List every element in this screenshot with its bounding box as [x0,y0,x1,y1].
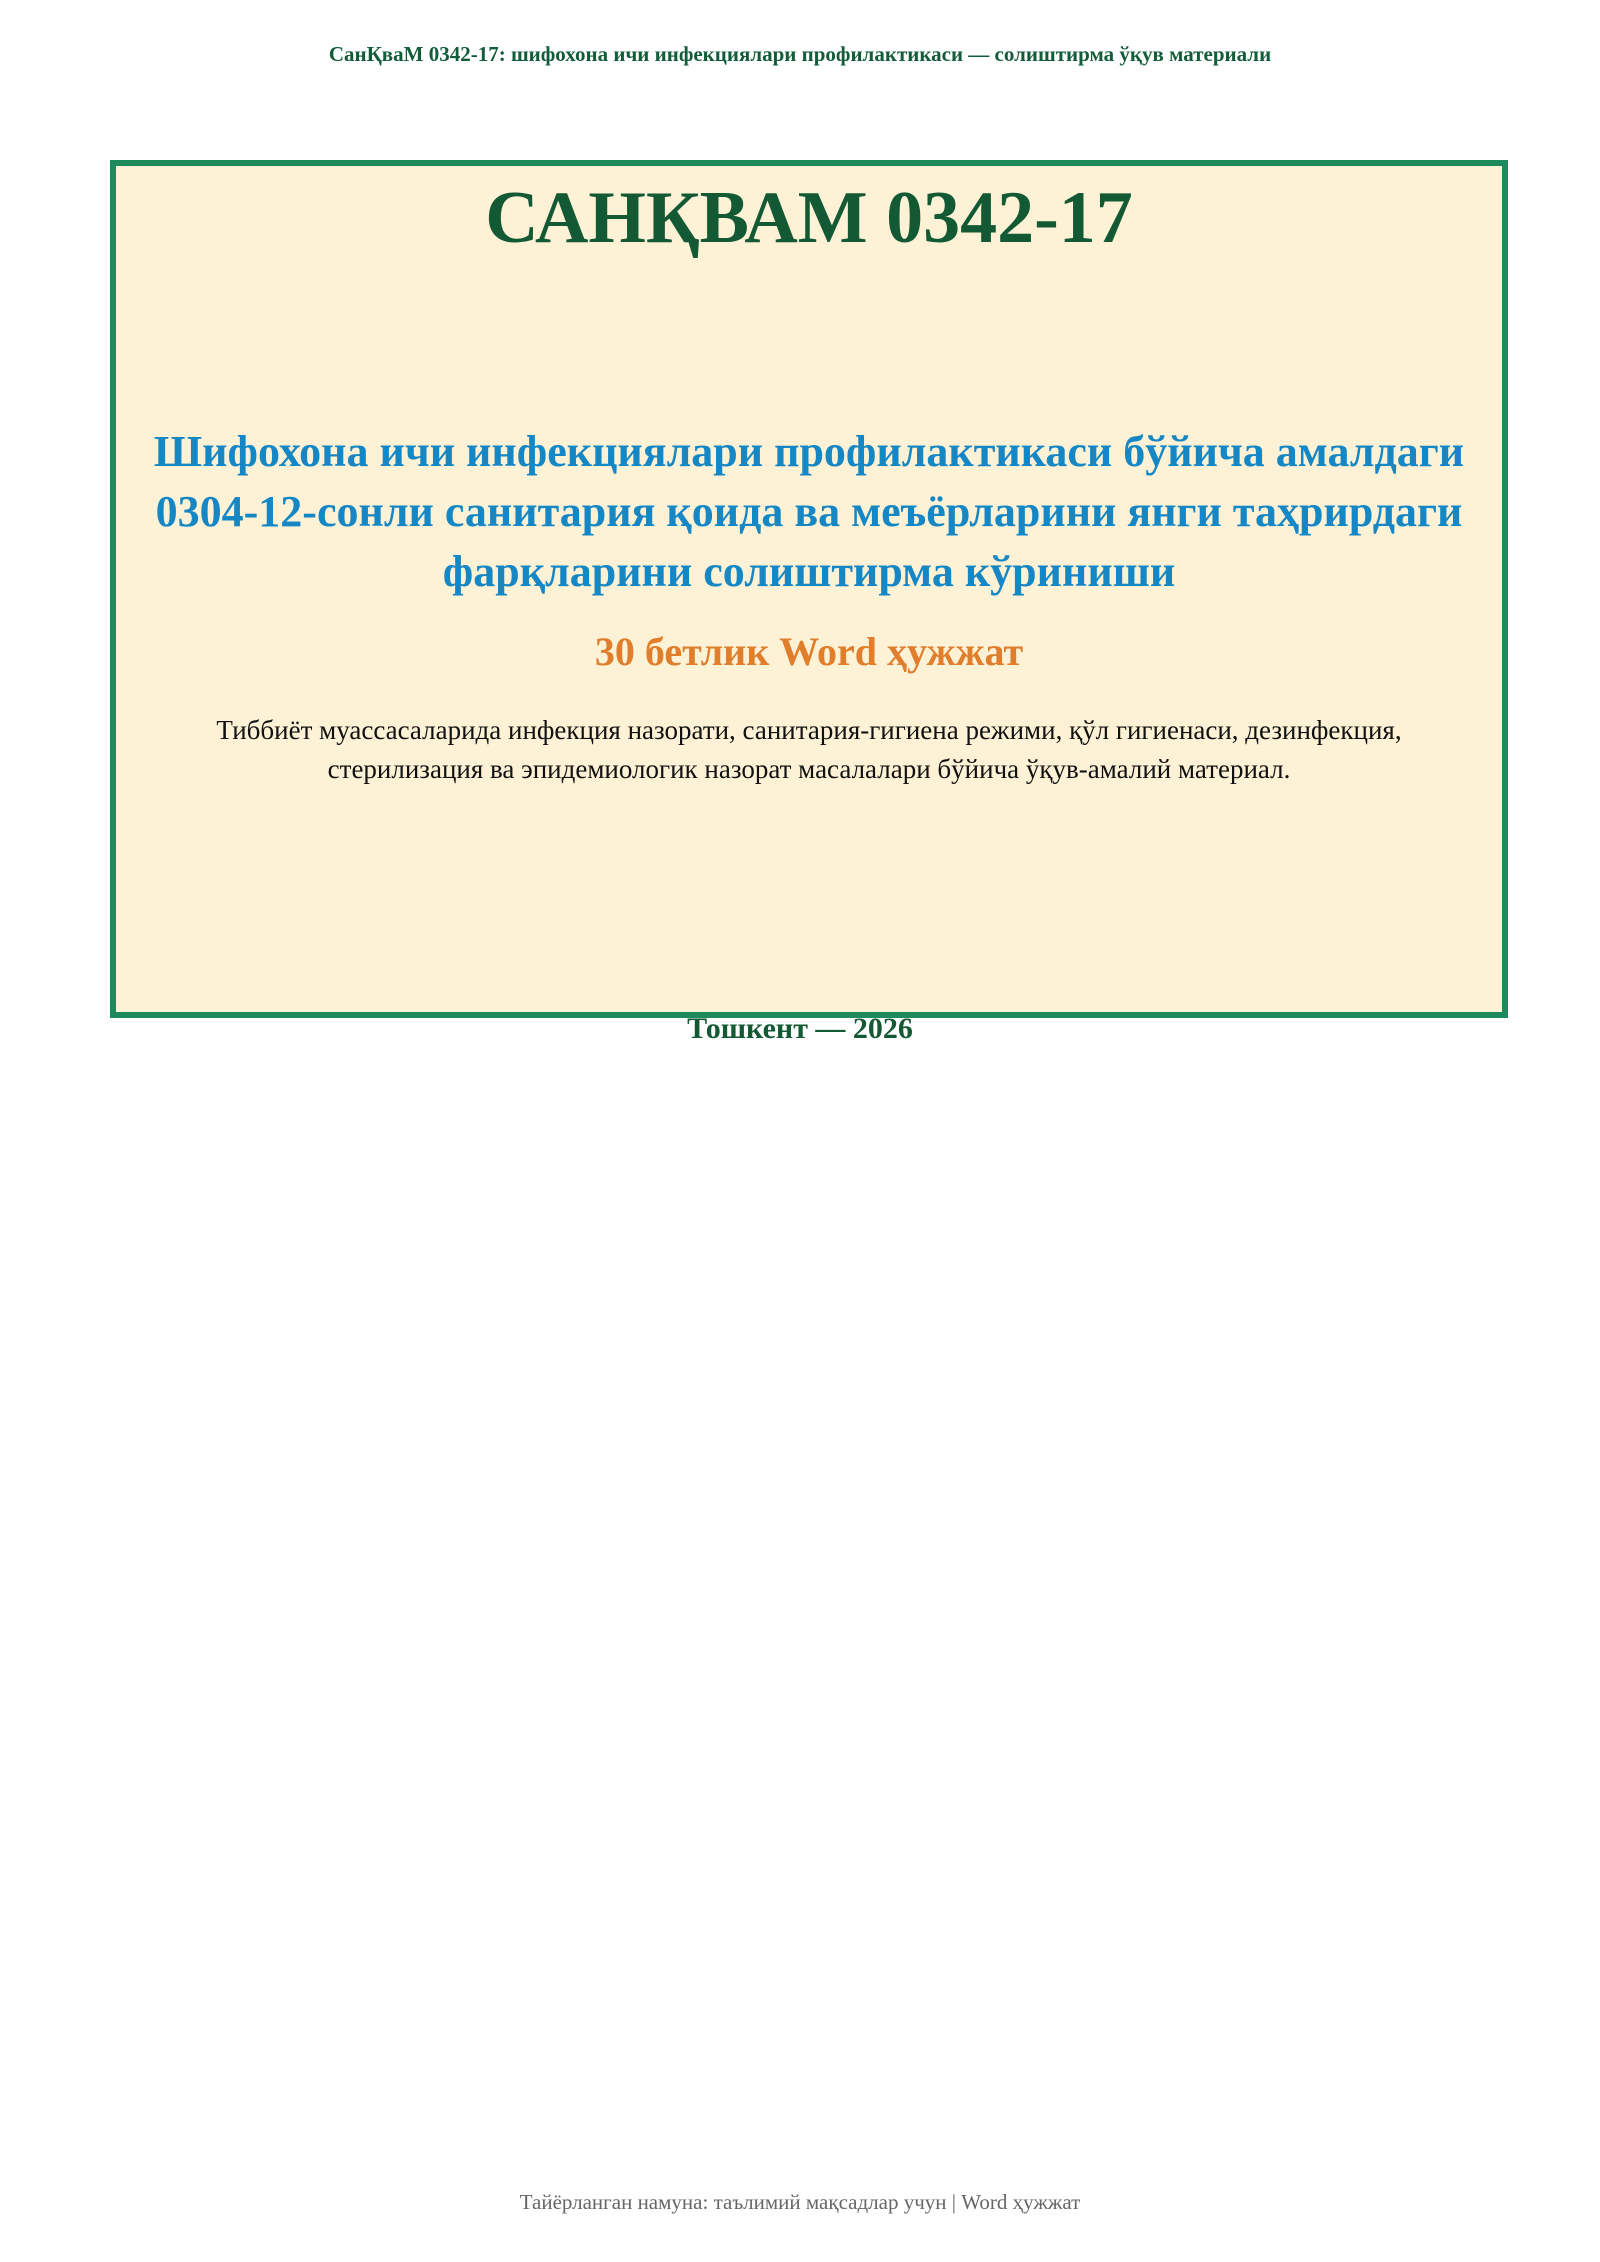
document-subtitle: Шифохона ичи инфекциялари профилактикаси бўйича амалдаги 0304-12-сонли санитария қоида ва меъёрларини янги таҳрирдаги фарқларини солиштирма кўриниши [153,427,1465,596]
document-type-label: 30 бетлик Word ҳужжат [594,629,1024,674]
document-description: Тиббиёт муассасаларида инфекция назорати, санитария-гигиена режими, қўл гигиенаси, дезинфекция, стерилизация ва эпидемиологик назорат масалалари бўйича ўқув-амалий материал. [216,715,1402,784]
running-header: СанҚваМ 0342-17: шифохона ичи инфекциялари профилактикаси — солиштирма ўқув материали [328,42,1272,66]
cover-box [110,160,1508,1018]
document-title: САНҚВАМ 0342-17 [485,177,1133,259]
footer-note: Тайёрланган намуна: таълимий мақсадлар учун | Word ҳужжат [519,2190,1081,2214]
place-and-year: Тошкент — 2026 [687,1012,913,1045]
